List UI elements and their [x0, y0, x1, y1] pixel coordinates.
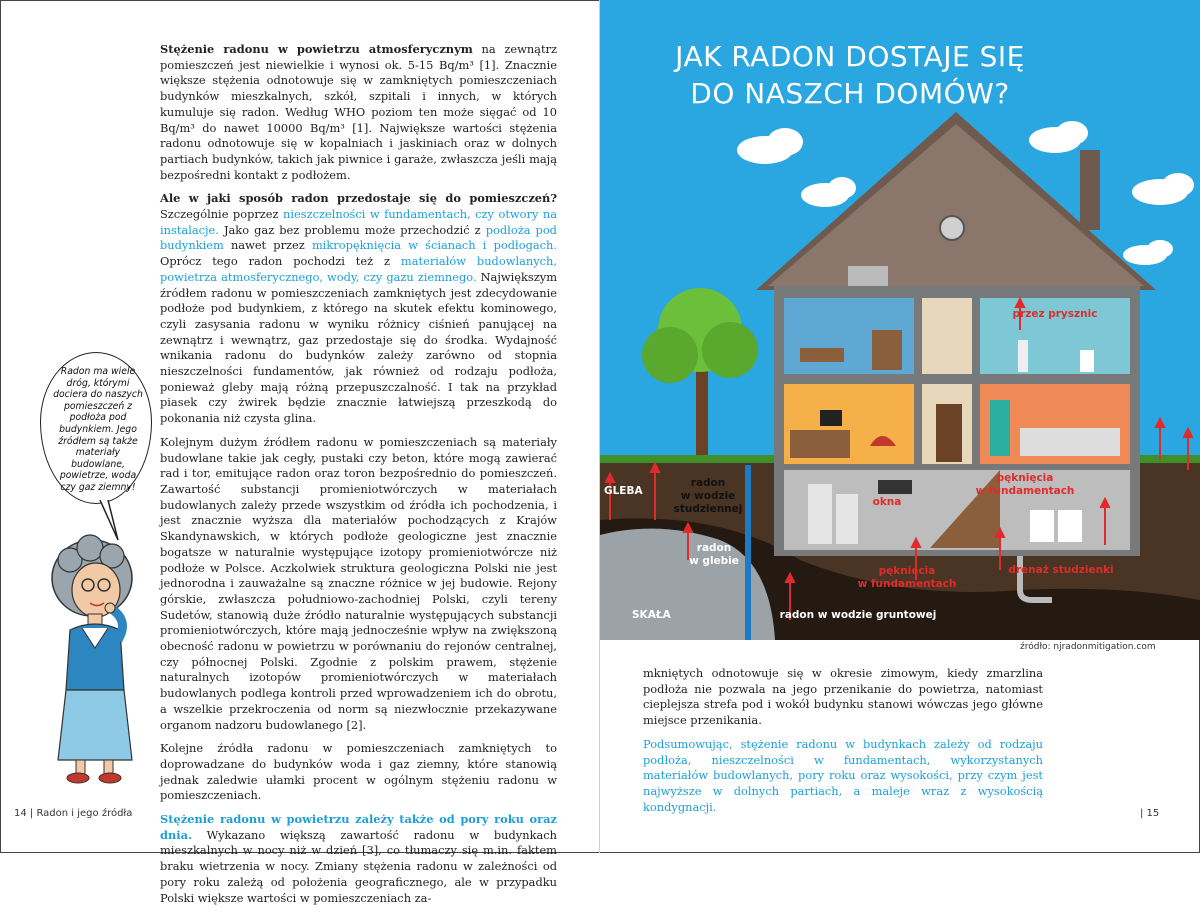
label-pekniecia-bottom: pęknięcia w fundamentach: [857, 565, 957, 590]
speech-bubble-text: Radon ma wiele dróg, którymi dociera do naszych pomieszczeń z podłoża pod budynkiem. Jego źródłem są także materiały budowlane, powietrze, woda czy gaz ziemny!: [53, 366, 143, 493]
grandma-character-icon: [52, 535, 132, 783]
roof-vent-icon: [940, 216, 964, 240]
attic-vent: [848, 266, 888, 286]
image-source: źródło: njradonmitigation.com: [1020, 642, 1156, 652]
label-radon-w-wodzie-gruntowej: radon w wodzie gruntowej: [779, 609, 937, 621]
label-radon-w-glebie: radon w glebie: [689, 542, 739, 567]
chimney: [1080, 150, 1100, 230]
paragraph-5: Stężenie radonu w powietrzu zależy także od pory roku oraz dnia. Wykazano większą zawartość radonu w budynkach mieszkalnych w nocy niż w dzień [3], co tłumaczy się m.in. faktem braku wietrzenia w nocy. Zmiany stężenia radonu w zależności od pory roku zależą od położenia geograficznego, ale w przypadku Polski większe wartości w pomieszczeniach za-: [160, 812, 557, 905]
paragraph-2: Ale w jaki sposób radon przedostaje się do pomieszczeń? Szczególnie poprzez nieszczelności w fundamentach, czy otwory na instalacje. Jako gaz bez problemu może przechodzić z podłoża pod budynkiem nawet przez mikropęknięcia w ścianach i podłogach. Oprócz tego radon pochodzi też z materiałów budowlanych, powietrza atmosferycznego, wody, czy gazu ziemnego. Największym źródłem radonu w pomieszczeniach zamkniętych jest zdecydowanie podłoże pod budynkiem, z którego na skutek efektu kominowego, czyli zasysania radonu w wyniku różnicy ciśnień panującej na zewnątrz i wewnątrz, gaz przedostaje się do środka. Wydajność wnikania radonu do budynków zależy zarówno od stopnia nieszczelności fundamentów, jak również od rodzaju podłoża, ponieważ gleby mają różną przepuszczalność. I tak na przykład piasek czy żwirek będzie znacznie łatwiejszą przeszkodą do pokonania niż czysta glina.: [160, 191, 557, 426]
label-radon-w-wodzie-studziennej: radon w wodzie studziennej: [673, 477, 743, 515]
illustration-title: JAK RADON DOSTAJE SIĘ DO NASZCH DOMÓW?: [675, 40, 1025, 110]
footer-left-page-number: 14 | Radon i jego źródła: [14, 808, 133, 819]
label-okna: okna: [872, 496, 902, 508]
basement-window: [878, 480, 912, 494]
right-paragraph-1: mkniętych odnotowuje się w okresie zimowym, kiedy zmarzlina podłoża nie pozwala na jego przenikanie do powietrza, natomiast cieplejsza strefa pod i wokół budynku stanowi wówczas jego główne miejsce przenikania.: [643, 666, 1043, 728]
paragraph-3: Kolejnym dużym źródłem radonu w pomieszczeniach są materiały budowlane takie jak cegły, pustaki czy beton, które mogą zawierać rad i tor, emitujące radon oraz toron bezpośrednio do pomieszczeń. Zawartość substancji promieniotwórczych w materiałach budowlanych zależy przede wszystkim od źródła ich pochodzenia, i jest znacznie wyższa dla materiałów pochodzących z Krajów Skandynawskich, w których podłoże geologiczne jest znacznie bogatsze w naturalnie występujące izotopy promieniotwórcze niż podłoże w Polsce. Aczkolwiek struktura geologiczna Polski nie jest jednorodna i zauważalne są znaczne różnice w jej budowie. Rejony górskie, zwłaszcza południowo-zachodniej Polski, czyli tereny Sudetów, stanowią duże źródło naturalnie występujących substancji promieniotwórczych, które mają jednocześnie wpływ na zwiększoną obecność radonu w powietrzu w porównaniu do rejonów centralnej, czy północnej Polski. Zgodnie z polskim prawem, stężenie naturalnych izotopów promieniotwórczych w materiałach budowlanych podlega kontroli przed wprowadzeniem ich do obrotu, a wszelkie przekroczenia od norm są niezwłocznie przekazywane organom nadzoru budowlanego [2].: [160, 434, 557, 732]
right-page-body: [643, 666, 1043, 823]
front-door: [936, 404, 962, 462]
hallway-upper: [922, 298, 972, 374]
label-drenaz-studzienki: drenaż studzienki: [1008, 564, 1114, 576]
label-gleba: GLEBA: [604, 485, 643, 497]
right-paragraph-summary: Podsumowując, stężenie radonu w budynkach zależy od rodzaju podłoża, nieszczelności w fundamentach, wykorzystanych materiałów budowlanych, pory roku oraz wysokości, przy czym jest najwyższe w dolnych partiach, a maleje wraz z wysokością kondygnacji.: [643, 736, 1043, 814]
label-pekniecia-top: pęknięcia w fundamentach: [975, 472, 1075, 497]
label-skala: SKAŁA: [632, 609, 671, 621]
footer-right-page-number: | 15: [1140, 808, 1160, 819]
paragraph-4: Kolejne źródła radonu w pomieszczeniach zamkniętych to doprowadzane do budynków woda i gaz ziemny, które stanowią jednak zaledwie ułamki procent w ogólnym stężeniu radonu w pomieszczeniach.: [160, 741, 557, 803]
well-pipe: [745, 465, 751, 640]
label-przez-prysznic: przez prysznic: [1012, 308, 1098, 320]
paragraph-1: Stężenie radonu w powietrzu atmosferycznym na zewnątrz pomieszczeń jest niewielkie i wynosi ok. 5-15 Bq/m³ [1]. Znacznie większe stężenia odnotowuje się w zamkniętych pomieszczeniach budynków mieszkalnych, szkół, szpitali i innych, w których kumuluje się radon. Według WHO poziom ten może sięgać od 10 Bq/m³ do nawet 10000 Bq/m³ [1]. Największe wartości stężenia radonu odnotowuje się w kopalniach i jaskiniach oraz w dolnych partiach budynków, takich jak piwnice i garaże, zwłaszcza jeśli mają bezpośredni kontakt z podłożem.: [160, 42, 558, 182]
bubble-tail: [100, 500, 118, 540]
